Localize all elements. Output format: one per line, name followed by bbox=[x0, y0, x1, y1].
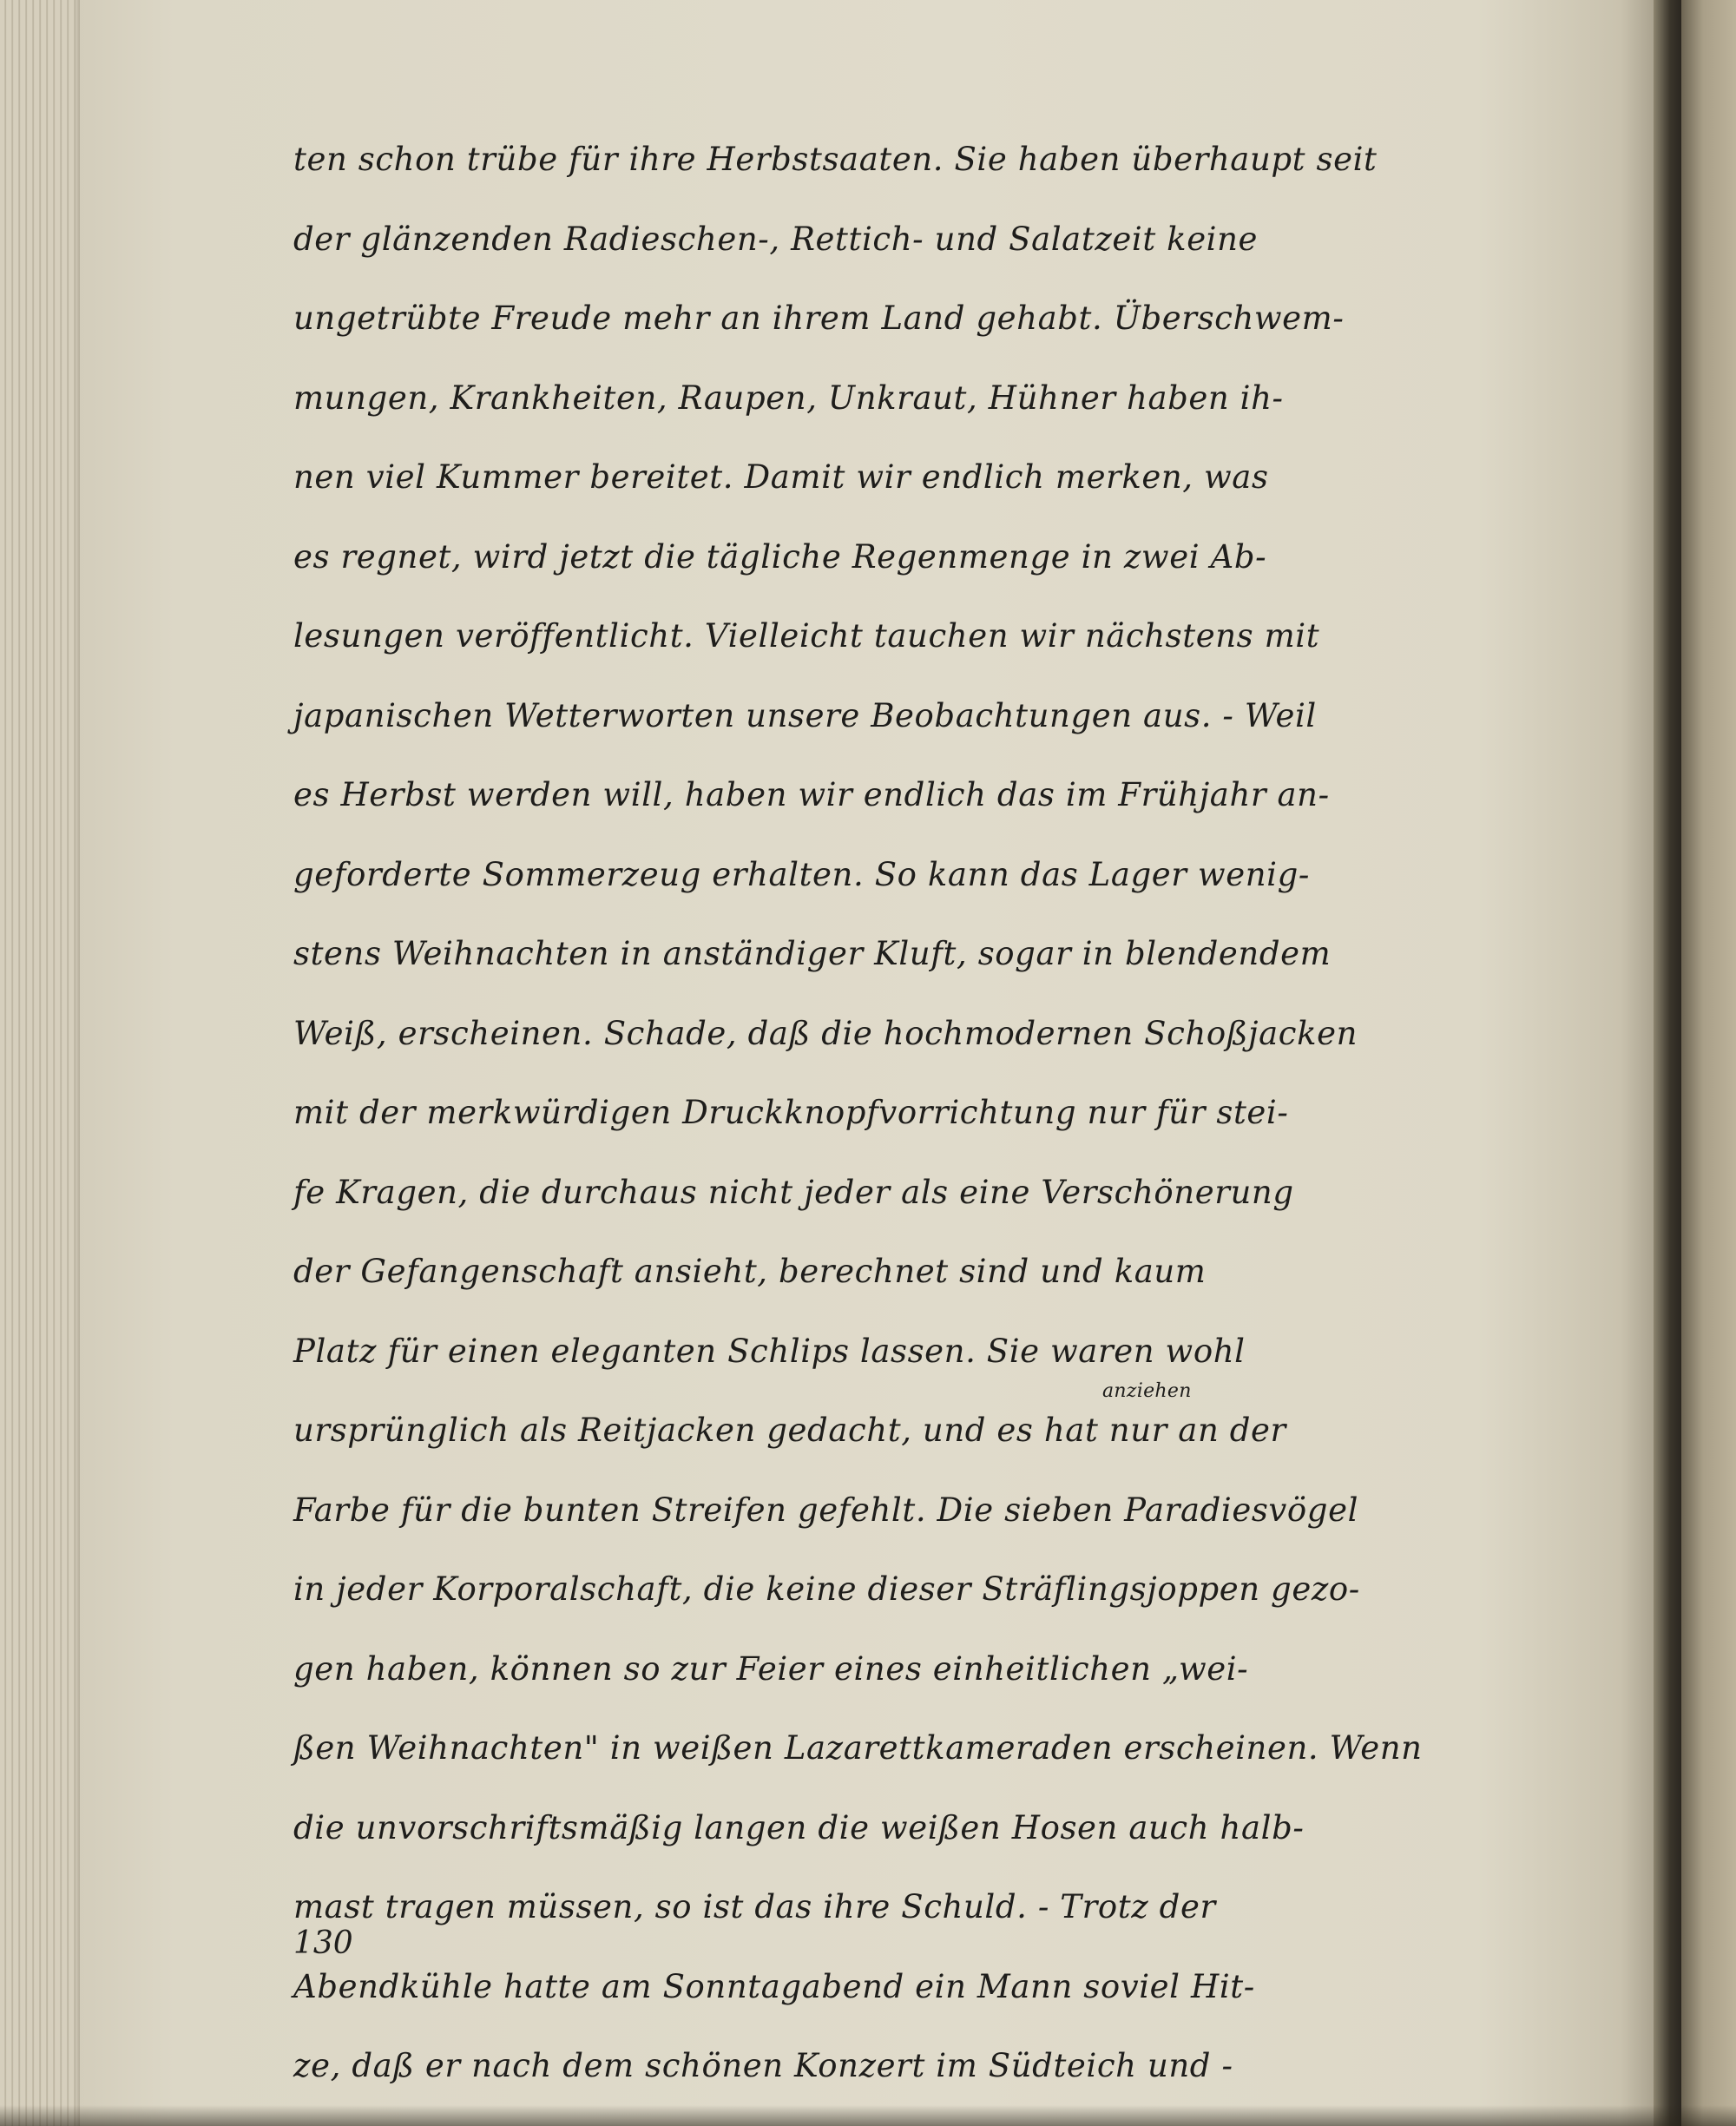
handwritten-text bbox=[293, 120, 1574, 2106]
text-line: mit der merkwürdigen Druckknopfvorrichtung nur für stei- bbox=[293, 1094, 1289, 1131]
text-line: stens Weihnachten in anständiger Kluft, sogar in blendendem bbox=[293, 935, 1332, 972]
text-line: gen haben, können so zur Feier eines einheitlichen „wei- bbox=[293, 1649, 1249, 1688]
text-line: Farbe für die bunten Streifen gefehlt. Die sieben Paradiesvögel bbox=[293, 1491, 1359, 1529]
text-line: mast tragen müssen, so ist das ihre Schuld. - Trotz der bbox=[293, 1888, 1216, 1925]
text-line: geforderte Sommerzeug erhalten. So kann das Lager wenig- bbox=[293, 855, 1310, 893]
text-line: mungen, Krankheiten, Raupen, Unkraut, Hühner haben ih- bbox=[293, 378, 1284, 417]
text-line: es regnet, wird jetzt die tägliche Regenmenge in zwei Ab- bbox=[293, 537, 1267, 576]
text-line: ungetrübte Freude mehr an ihrem Land gehabt. Überschwem- bbox=[293, 299, 1345, 337]
text-line: der Gefangenschaft ansieht, berechnet sind und kaum bbox=[293, 1253, 1207, 1290]
text-line: ten schon trübe für ihre Herbstsaaten. Sie haben überhaupt seit bbox=[293, 141, 1378, 178]
book-gutter bbox=[1654, 0, 1681, 2126]
page-edges bbox=[0, 0, 83, 2126]
bottom-shadow bbox=[0, 2105, 1736, 2126]
text-line: es Herbst werden will, haben wir endlich das im Frühjahr an- bbox=[293, 776, 1330, 813]
text-line: japanischen Wetterworten unsere Beobachtungen aus. - Weil bbox=[293, 696, 1317, 734]
interlinear-insertion: anziehen bbox=[1102, 1380, 1192, 1402]
text-line: der glänzenden Radieschen-, Rettich- und Salatzeit keine bbox=[293, 220, 1259, 258]
text-line: ze, daß er nach dem schönen Konzert im Südteich und - bbox=[293, 2047, 1233, 2084]
text-line: die unvorschriftsmäßig langen die weißen Hosen auch halb- bbox=[293, 1808, 1305, 1846]
text-line: ursprünglich als Reitjacken gedacht, und es hat nur an der bbox=[293, 1412, 1286, 1449]
text-line: in jeder Korporalschaft, die keine dieser Sträflingsjoppen gezo- bbox=[293, 1570, 1360, 1608]
page-number: 130 bbox=[293, 1925, 353, 1961]
text-line: nen viel Kummer bereitet. Damit wir endlich merken, was bbox=[293, 458, 1269, 496]
text-line: Abendkühle hatte am Sonntagabend ein Mann soviel Hit- bbox=[293, 1967, 1255, 2005]
text-line: fe Kragen, die durchaus nicht jeder als eine Verschönerung bbox=[293, 1173, 1294, 1211]
text-line: Weiß, erscheinen. Schade, daß die hochmodernen Schoßjacken bbox=[293, 1014, 1358, 1052]
text-line: ßen Weihnachten" in weißen Lazarettkameraden erscheinen. Wenn bbox=[293, 1729, 1423, 1767]
text-line: lesungen veröffentlicht. Vielleicht tauchen wir nächstens mit bbox=[293, 617, 1320, 655]
text-line: Platz für einen eleganten Schlips lassen. Sie waren wohl bbox=[293, 1332, 1246, 1370]
facing-page-edge bbox=[1681, 0, 1736, 2126]
